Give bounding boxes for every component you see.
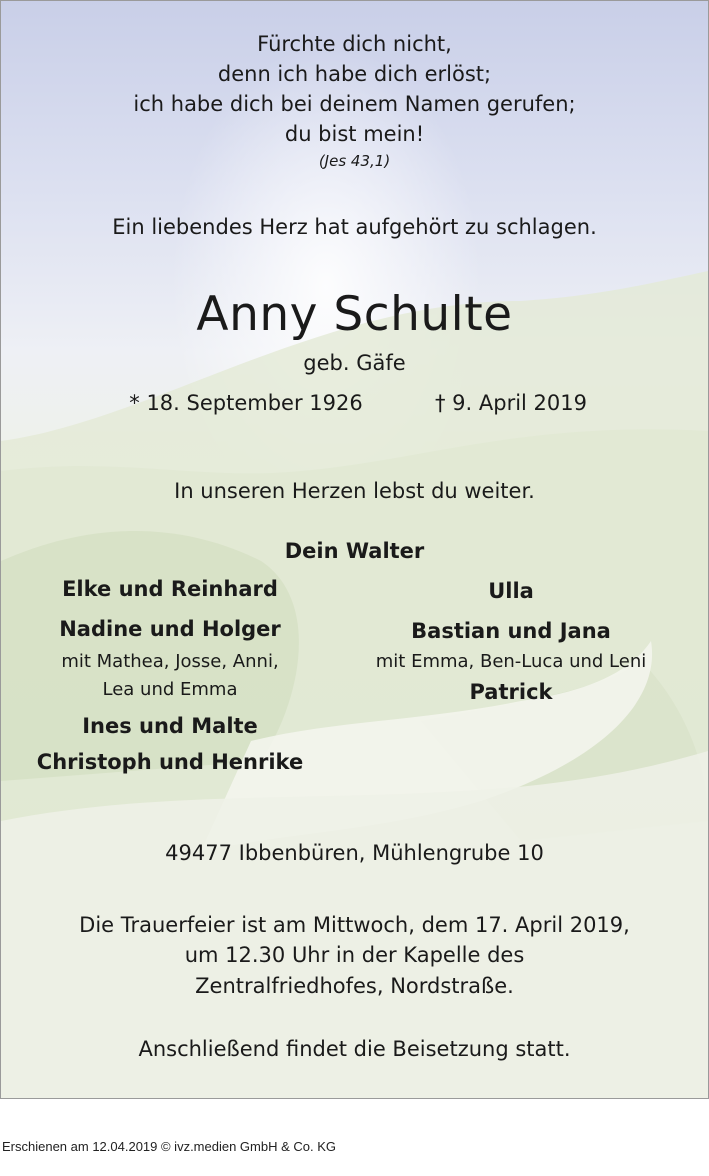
birth-date: * 18. September 1926 [129, 391, 363, 415]
family-left-4: Christoph und Henrike [36, 750, 304, 774]
verse-citation: (Jes 43,1) [318, 152, 391, 170]
verse-line-2: denn ich habe dich erlöst; [217, 62, 492, 86]
family-left-1: Elke und Reinhard [62, 577, 278, 601]
family-left-2-children-1: mit Mathea, Josse, Anni, [61, 651, 279, 672]
publication-footer: Erschienen am 12.04.2019 © ivz.medien GmbH & Co. KG [2, 1139, 337, 1154]
family-right-2: Bastian und Jana [411, 619, 611, 643]
funeral-line-2: um 12.30 Uhr in der Kapelle des [184, 943, 525, 967]
family-left-3: Ines und Malte [82, 714, 258, 738]
family-left-2: Nadine und Holger [59, 617, 281, 641]
deceased-name: Anny Schulte [196, 287, 513, 342]
verse-line-1: Fürchte dich nicht, [257, 32, 452, 56]
intro-text: Ein liebendes Herz hat aufgehört zu schlagen. [112, 215, 597, 239]
spouse-name: Dein Walter [284, 539, 425, 563]
verse-line-3: ich habe dich bei deinem Namen gerufen; [133, 92, 576, 116]
verse-line-4: du bist mein! [284, 122, 425, 146]
motto-text: In unseren Herzen lebst du weiter. [174, 479, 535, 503]
funeral-line-3: Zentralfriedhofes, Nordstraße. [195, 974, 514, 998]
family-right-1: Ulla [488, 579, 534, 603]
funeral-line-1: Die Trauerfeier ist am Mittwoch, dem 17. April 2019, [79, 913, 630, 937]
family-left-2-children-2: Lea und Emma [102, 679, 238, 700]
family-right-3: Patrick [469, 680, 553, 704]
burial-text: Anschließend findet die Beisetzung statt. [138, 1037, 571, 1061]
family-right-2-children: mit Emma, Ben-Luca und Leni [375, 651, 647, 672]
death-date: † 9. April 2019 [434, 391, 587, 415]
maiden-name: geb. Gäfe [303, 351, 406, 375]
address-text: 49477 Ibbenbüren, Mühlengrube 10 [165, 841, 544, 865]
